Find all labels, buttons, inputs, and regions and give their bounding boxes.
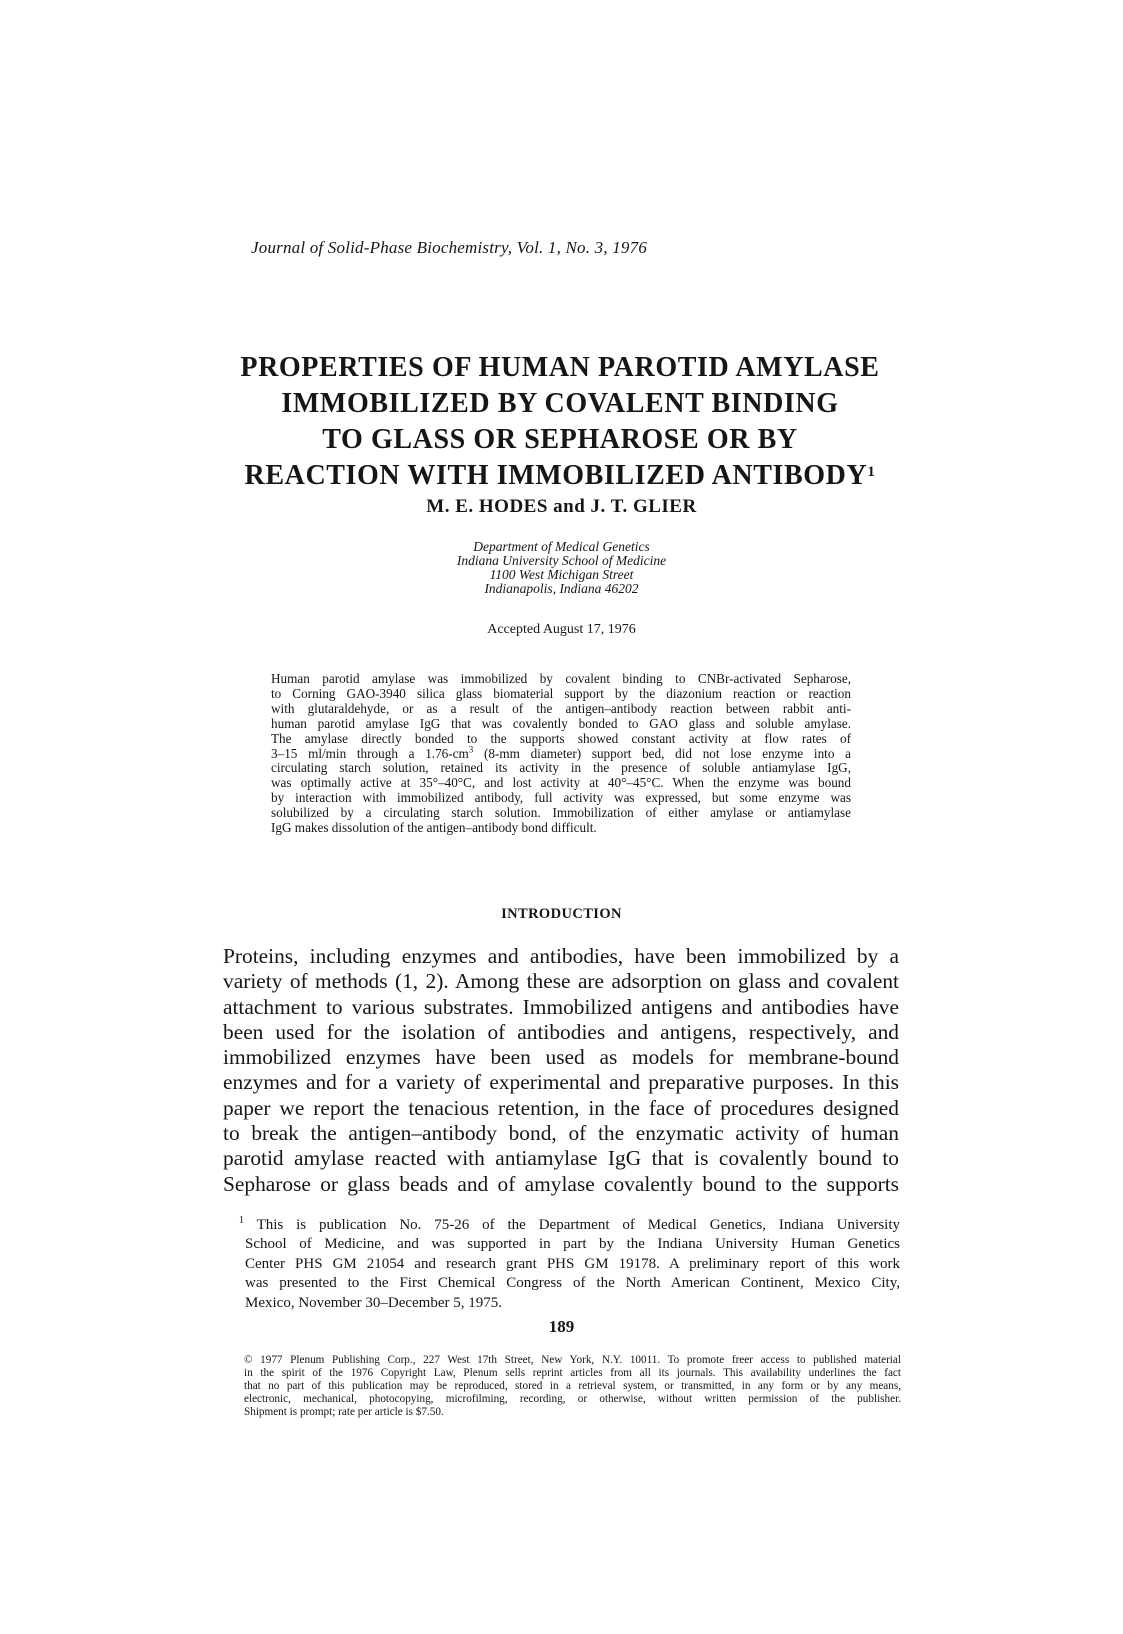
footnote-line: Mexico, November 30–December 5, 1975. <box>245 1294 503 1311</box>
copyright-notice <box>244 1354 901 1419</box>
copyright-line: © 1977 Plenum Publishing Corp., 227 West 17th Street, New York, N.Y. 10011. To promote freer access to published material <box>244 1354 901 1366</box>
body-line: variety of methods (1, 2). Among these are adsorption on glass and covalent <box>223 969 899 994</box>
affiliation-line: Department of Medical Genetics <box>473 539 650 554</box>
abstract-line: solubilized by a circulating starch solution. Immobilization of either amylase or antiamylase <box>271 805 851 821</box>
title-line: IMMOBILIZED BY COVALENT BINDING <box>281 388 839 419</box>
abstract-line: circulating starch solution, retained its activity in the presence of soluble antiamylase IgG, <box>271 760 851 776</box>
body-line: Proteins, including enzymes and antibodies, have been immobilized by a <box>223 944 899 968</box>
body-line: enzymes and for a variety of experimental and preparative purposes. In this <box>223 1070 899 1095</box>
article-title <box>200 350 920 494</box>
body-line: paper we report the tenacious retention, in the face of procedures designed <box>223 1095 899 1120</box>
footnote-line: Center PHS GM 21054 and research grant PHS GM 19178. A preliminary report of this work <box>245 1255 900 1272</box>
introduction-body <box>223 944 899 1197</box>
abstract-line: was optimally active at 35°–40°C, and lost activity at 40°–45°C. When the enzyme was bound <box>271 775 851 791</box>
journal-citation: Journal of Solid-Phase Biochemistry, Vol. 1, No. 3, 1976 <box>251 238 648 257</box>
body-line: attachment to various substrates. Immobilized antigens and antibodies have <box>223 994 899 1019</box>
body-line: been used for the isolation of antibodies and antigens, respectively, and <box>223 1019 899 1044</box>
title-line: TO GLASS OR SEPHAROSE OR BY <box>322 424 798 455</box>
section-heading-introduction: INTRODUCTION <box>501 906 622 922</box>
abstract-line-end: (8-mm diameter) support bed, did not lose enzyme into a <box>473 745 852 761</box>
abstract-line: Human parotid amylase was immobilized by covalent binding to CNBr-activated Sepharose, <box>271 671 851 686</box>
copyright-line: electronic, mechanical, photocopying, microfilming, recording, or otherwise, without written permission of the publisher. <box>244 1393 901 1405</box>
abstract-line: The amylase directly bonded to the supports showed constant activity at flow rates of <box>271 730 851 746</box>
body-line: parotid amylase reacted with antiamylase IgG that is covalently bound to <box>223 1146 899 1171</box>
footnote-line-text: This is publication No. 75-26 of the Department of Medical Genetics, Indiana University <box>244 1217 900 1233</box>
affiliation-line: Indiana University School of Medicine <box>456 553 667 568</box>
abstract-line: human parotid amylase IgG that was covalently bonded to GAO glass and soluble amylase. <box>271 715 851 731</box>
accepted-date: Accepted August 17, 1976 <box>487 622 636 637</box>
footnote-line: School of Medicine, and was supported in part by the Indiana University Human Genetics <box>245 1236 900 1253</box>
footnote <box>239 1211 900 1313</box>
abstract-line-start: 3–15 ml/min through a 1.76-cm <box>271 745 469 761</box>
title-footnote-mark: 1 <box>867 464 876 480</box>
title-line-text: REACTION WITH IMMOBILIZED ANTIBODY <box>244 460 868 491</box>
abstract-line: IgG makes dissolution of the antigen–antibody bond difficult. <box>271 820 597 836</box>
body-line: Sepharose or glass beads and of amylase covalently bound to the supports <box>223 1171 899 1196</box>
affiliation-line: 1100 West Michigan Street <box>489 567 634 582</box>
abstract-line: by interaction with immobilized antibody, full activity was expressed, but some enzyme was <box>271 790 851 806</box>
abstract-line-with-superscript <box>271 744 852 762</box>
abstract-line: to Corning GAO-3940 silica glass biomaterial support by the diazonium reaction or reaction <box>271 685 851 701</box>
abstract-superscript: 3 <box>468 744 474 755</box>
footnote-line: was presented to the First Chemical Congress of the North American Continent, Mexico City, <box>245 1275 900 1292</box>
affiliation-line: Indianapolis, Indiana 46202 <box>484 581 639 596</box>
author-list: M. E. HODES and J. T. GLIER <box>426 496 697 517</box>
title-line-last <box>200 458 920 494</box>
body-line: immobilized enzymes have been used as models for membrane-bound <box>223 1045 899 1070</box>
copyright-line: in the spirit of the 1976 Copyright Law, Plenum sells reprint articles from all its journals. This availability underlines the fact <box>244 1367 901 1379</box>
body-line: to break the antigen–antibody bond, of the enzymatic activity of human <box>223 1121 899 1146</box>
abstract <box>271 672 851 836</box>
footnote-mark: 1 <box>239 1215 244 1226</box>
page-number: 189 <box>548 1317 575 1336</box>
title-line: PROPERTIES OF HUMAN PAROTID AMYLASE <box>240 352 880 383</box>
abstract-line: with glutaraldehyde, or as a result of the antigen–antibody reaction between rabbit anti- <box>271 700 851 716</box>
affiliation <box>0 540 1123 596</box>
copyright-line: Shipment is prompt; rate per article is $7.50. <box>244 1406 444 1418</box>
copyright-line: that no part of this publication may be reproduced, stored in a retrieval system, or transmitted, in any form or by any means, <box>244 1380 901 1392</box>
footnote-first-line <box>239 1211 900 1235</box>
